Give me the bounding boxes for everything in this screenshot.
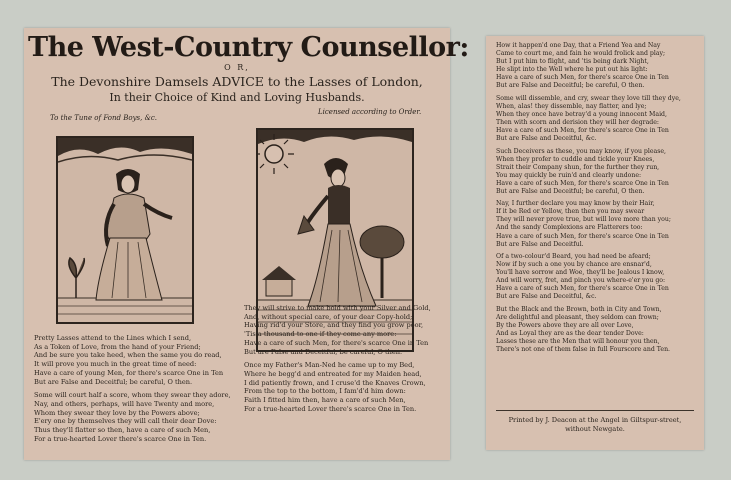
ballad-verse-line: Strait their Company shun, for the further they run, [496,163,660,171]
ballad-verse-line: But are False and Deceitful; be careful, O then. [244,347,403,356]
ballad-verse-line: Nay, and others, perhaps, will have Twenty and more, [34,399,215,408]
ballad-verse-line: When they profer to cuddle and tickle your Knees, [496,155,655,163]
ballad-verse-line: For a true-hearted Lover there's scarce One in Ten. [244,404,417,413]
ballad-stanza [244,304,444,356]
ballad-verse-line: From the top to the bottom, I fam'd'd him down: [244,387,406,396]
ballad-verse-line: For a true-hearted Lover there's scarce One in Ten. [34,434,207,443]
ballad-verse-line: Have a care of such Men, for there's scarce One in Ten [244,338,429,347]
ballad-stanza [496,306,698,354]
ballad-verse-line: But are False and Deceitful; be careful, O then. [496,187,645,195]
ballad-verse-line: There's not one of them false in full Fourscore and Ten. [496,346,671,354]
ballad-verse-line: Came to court me, and fain he would frolick and play; [496,50,666,58]
ballad-stanza [496,95,698,143]
ballad-verse-line: They will never prove true, but will love more than you; [496,216,671,224]
ballad-title: The West-Country Counsellor: [28,32,469,63]
ballad-verse-line: Have a care of such Men, for there's scarce One in Ten [496,74,669,82]
woodcut-woman-illustration [56,136,194,324]
licensed-note: Licensed according to Order. [318,108,422,116]
title-or: O R, [224,63,250,72]
ballad-verse-line: Some will dissemble, and cry, swear they love till they dye, [496,94,681,102]
ballad-stanza [34,391,236,443]
ballad-stanza [496,253,698,301]
ballad-verse-line: Have a care of young Men, for there's scarce One in Ten [34,368,224,377]
ballad-verse-line: If it be Red or Yellow, then then you may swear [496,208,645,216]
broadside-right-sheet [486,36,704,450]
ballad-verse-line: Have a care of such Men, for there's scarce One in Ten [496,232,669,240]
ballad-verse-line: Have a care of such Men, for there's scarce One in Ten [496,126,669,134]
ballad-verse-line: They will strive to make bold with your Silver and Gold, [244,304,431,312]
broadside-left-sheet [24,28,469,460]
ballad-verse-line: When, alas! they dissemble, nay flatter, and lye; [496,102,647,110]
ballad-verse-line: Then with scorn and derision they will her degrade: [496,118,660,126]
ballad-verse-line: Having rid'd your Store, and they find you grow poor, [244,321,424,330]
ballad-verse-line: But are False and Deceitful. [496,240,584,248]
ballad-verse-line: But are False and Deceitful; be careful, O then. [496,82,645,90]
ballad-verse-line: But are False and Deceitful, &c. [496,135,597,143]
ballad-verse-line: It will prove you much in the great time of need: [34,360,197,369]
imprint-line: Printed by J. Deacon at the Angel in Giltspur-street, [508,416,682,424]
ballad-verse-line: You may quickly be ruin'd and clearly undone: [496,171,642,179]
ballad-verse-line: Faith I fitted him then, have a care of such Men, [244,396,406,405]
imprint-rule [496,410,694,411]
ballad-verse-line: Where he begg'd and entreated for my Maiden head, [244,369,422,378]
ballad-verse-line: 'Tis a thousand to one if they come any more: [244,330,397,339]
ballad-verse-line: And as Loyal they are as the dear tender Dove: [496,330,644,338]
imprint-line: without Newgate. [565,425,625,433]
ballad-verse-line: Are delightful and pleasant, they seldom can frown; [496,313,659,321]
ballad-stanza [34,334,236,386]
ballad-column-left [34,334,236,448]
ballad-verse-line: Of a two-colour'd Beard, you had need be afeard; [496,253,651,261]
ballad-verse-line: Pretty Lasses attend to the Lines which I send, [34,334,192,342]
ballad-verse-line: And the sandy Complexions are Flatterers too: [496,224,643,232]
ballad-verse-line: He slipt into the Well where he put out his light: [496,66,648,74]
ballad-verse-line: I did patiently frown, and I cruse'd the Knaves Crown, [244,378,426,387]
ballad-verse-line: You'll have sorrow and Woe, they'll be Jealous I know, [496,269,665,277]
printer-imprint [486,416,704,434]
ballad-verse-line: As a Token of Love, from the hand of your Friend; [34,342,201,351]
ballad-verse-line: Thus they'll flatter so then, have a care of such Men, [34,426,211,435]
ballad-verse-line: Whom they swear they love by the Powers above; [34,408,200,417]
ballad-stanza [496,148,698,196]
ballad-subtitle-line2: In their Choice of Kind and Loving Husbands. [109,91,365,104]
ballad-column-right [496,42,698,359]
ballad-verse-line: But are False and Deceitful; be careful, O then. [34,377,193,386]
ballad-column-middle [244,304,444,418]
ballad-subtitle: The Devonshire Damsels ADVICE to the Lasses of London, [51,74,423,89]
ballad-stanza [496,42,698,90]
ballad-verse-line: And, without special care, of your dear Copy-hold; [244,312,413,321]
ballad-verse-line: How it happen'd one Day, that a Friend Yea and Nay [496,42,661,49]
ballad-verse-line: Now if by such a one you by chance are ensnar'd, [496,261,652,269]
ballad-verse-line: Some will court half a score, whom they swear they adore, [34,391,231,400]
tune-note: To the Tune of Fond Boys, &c. [50,114,157,122]
ballad-verse-line: When they once have betray'd a young innocent Maid, [496,110,667,118]
ballad-stanza [244,361,444,413]
ballad-verse-line: Nay, I further declare you may know by their Hair, [496,200,655,208]
ballad-verse-line: But the Black and the Brown, both in City and Town, [496,305,662,313]
ballad-verse-line: And be sure you take heed, when the same you do read, [34,351,222,360]
ballad-verse-line: And will worry, fret, and pinch you where-e'er you go: [496,277,666,285]
ballad-stanza [496,200,698,248]
ballad-verse-line: Once my Father's Man-Ned he came up to my Bed, [244,361,415,370]
ballad-verse-line: E'ery one by themselves they will call their dear Dove: [34,417,217,426]
ballad-verse-line: Lasses these are the Men that will honour you then, [496,338,660,346]
ballad-verse-line: By the Powers above they are all over Love, [496,322,634,329]
ballad-verse-line: But are False and Deceitful, &c. [496,293,597,301]
ballad-verse-line: Have a care of such Men, for there's scarce One in Ten [496,285,669,293]
ballad-verse-line: Such Deceivers as these, you may know, if you please, [496,147,667,155]
ballad-verse-line: Have a care of such Men, for there's scarce One in Ten [496,179,669,187]
ballad-verse-line: But I put him to flight, and 'tis being dark Night, [496,58,649,66]
